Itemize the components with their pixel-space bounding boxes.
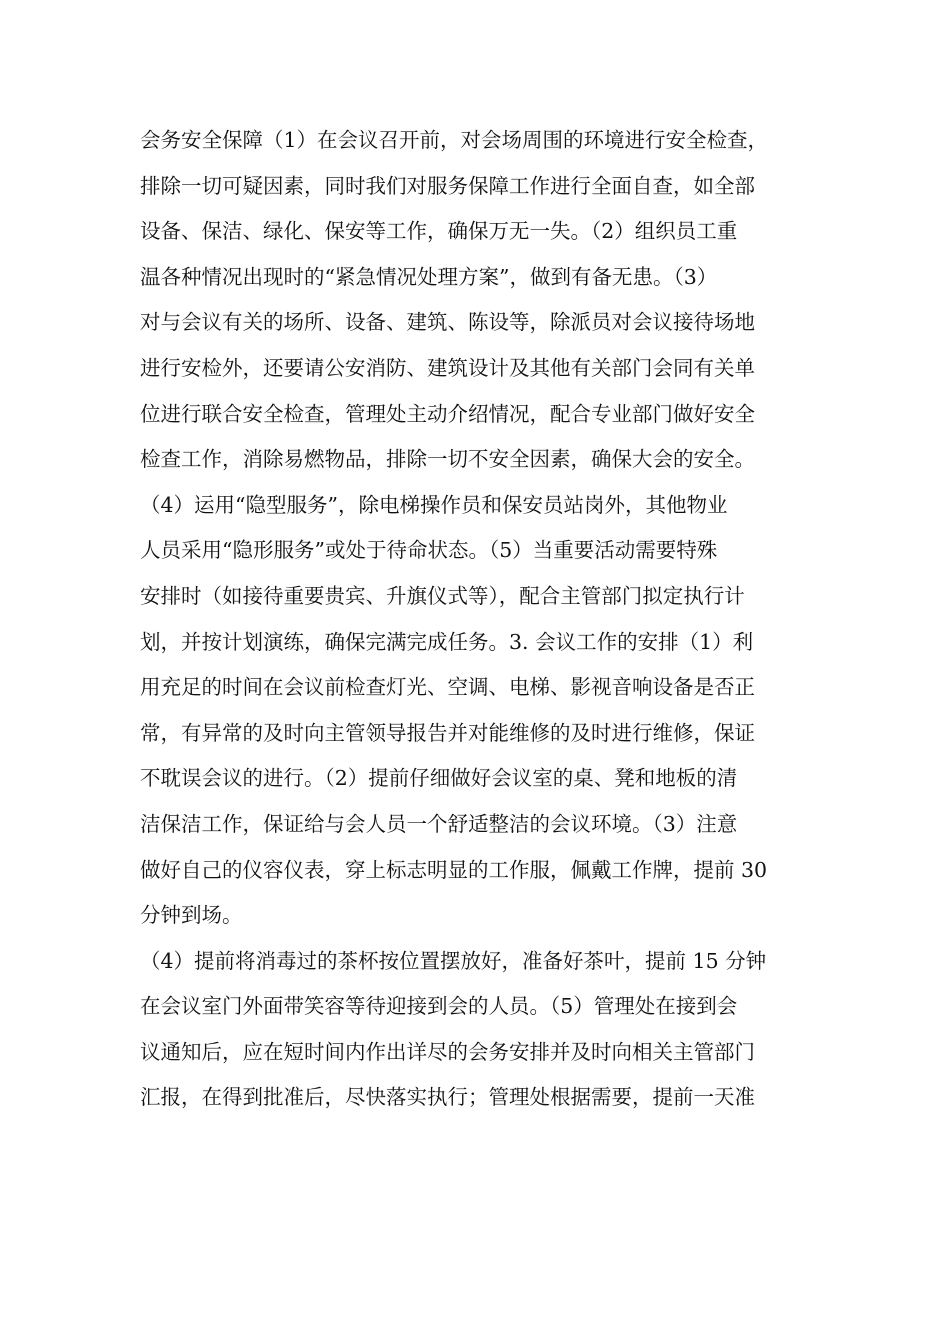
text-line: 不耽误会议的进行。（2）提前仔细做好会议室的桌、凳和地板的清 [140,766,738,791]
text-line: 用充足的时间在会议前检查灯光、空调、电梯、影视音响设备是否正 [140,675,755,700]
text-line: 做好自己的仪容仪表，穿上标志明显的工作服，佩戴工作牌，提前 30 [140,857,768,882]
body-text [140,118,820,1121]
text-line: 排除一切可疑因素，同时我们对服务保障工作进行全面自查，如全部 [140,173,755,198]
text-line: 检查工作，消除易燃物品，排除一切不安全因素，确保大会的安全。 [140,447,755,472]
text-line: （4）提前将消毒过的茶杯按位置摆放好，准备好茶叶，提前 15 分钟 [140,948,767,973]
text-line: 位进行联合安全检查，管理处主动介绍情况，配合专业部门做好安全 [140,401,755,426]
text-line: 汇报，在得到批准后，尽快落实执行；管理处根据需要，提前一天准 [140,1085,755,1110]
text-line: 设备、保洁、绿化、保安等工作，确保万无一失。（2）组织员工重 [140,219,738,244]
text-line: 进行安检外，还要请公安消防、建筑设计及其他有关部门会同有关单 [140,355,755,380]
text-line: 对与会议有关的场所、设备、建筑、陈设等，除派员对会议接待场地 [140,310,755,335]
text-line: 温各种情况出现时的“紧急情况处理方案”，做到有备无患。（3） [140,264,718,289]
text-line: 在会议室门外面带笑容等待迎接到会的人员。（5）管理处在接到会 [140,994,738,1019]
text-line: 议通知后，应在短时间内作出详尽的会务安排并及时向相关主管部门 [140,1039,755,1064]
text-line: 划，并按计划演练，确保完满完成任务。3. 会议工作的安排（1）利 [140,629,754,654]
text-line: （4）运用“隐型服务”，除电梯操作员和保安员站岗外，其他物业 [140,492,728,517]
text-line: 分钟到场。 [140,903,243,928]
text-line: 常，有异常的及时向主管领导报告并对能维修的及时进行维修，保证 [140,720,755,745]
text-line: 人员采用“隐形服务”或处于待命状态。（5）当重要活动需要特殊 [140,538,718,563]
text-line: 会务安全保障（1）在会议召开前，对会场周围的环境进行安全检查， [140,128,769,152]
text-line: 洁保洁工作，保证给与会人员一个舒适整洁的会议环境。（3）注意 [140,811,738,836]
text-line: 安排时（如接待重要贵宾、升旗仪式等），配合主管部门拟定执行计 [140,583,745,608]
